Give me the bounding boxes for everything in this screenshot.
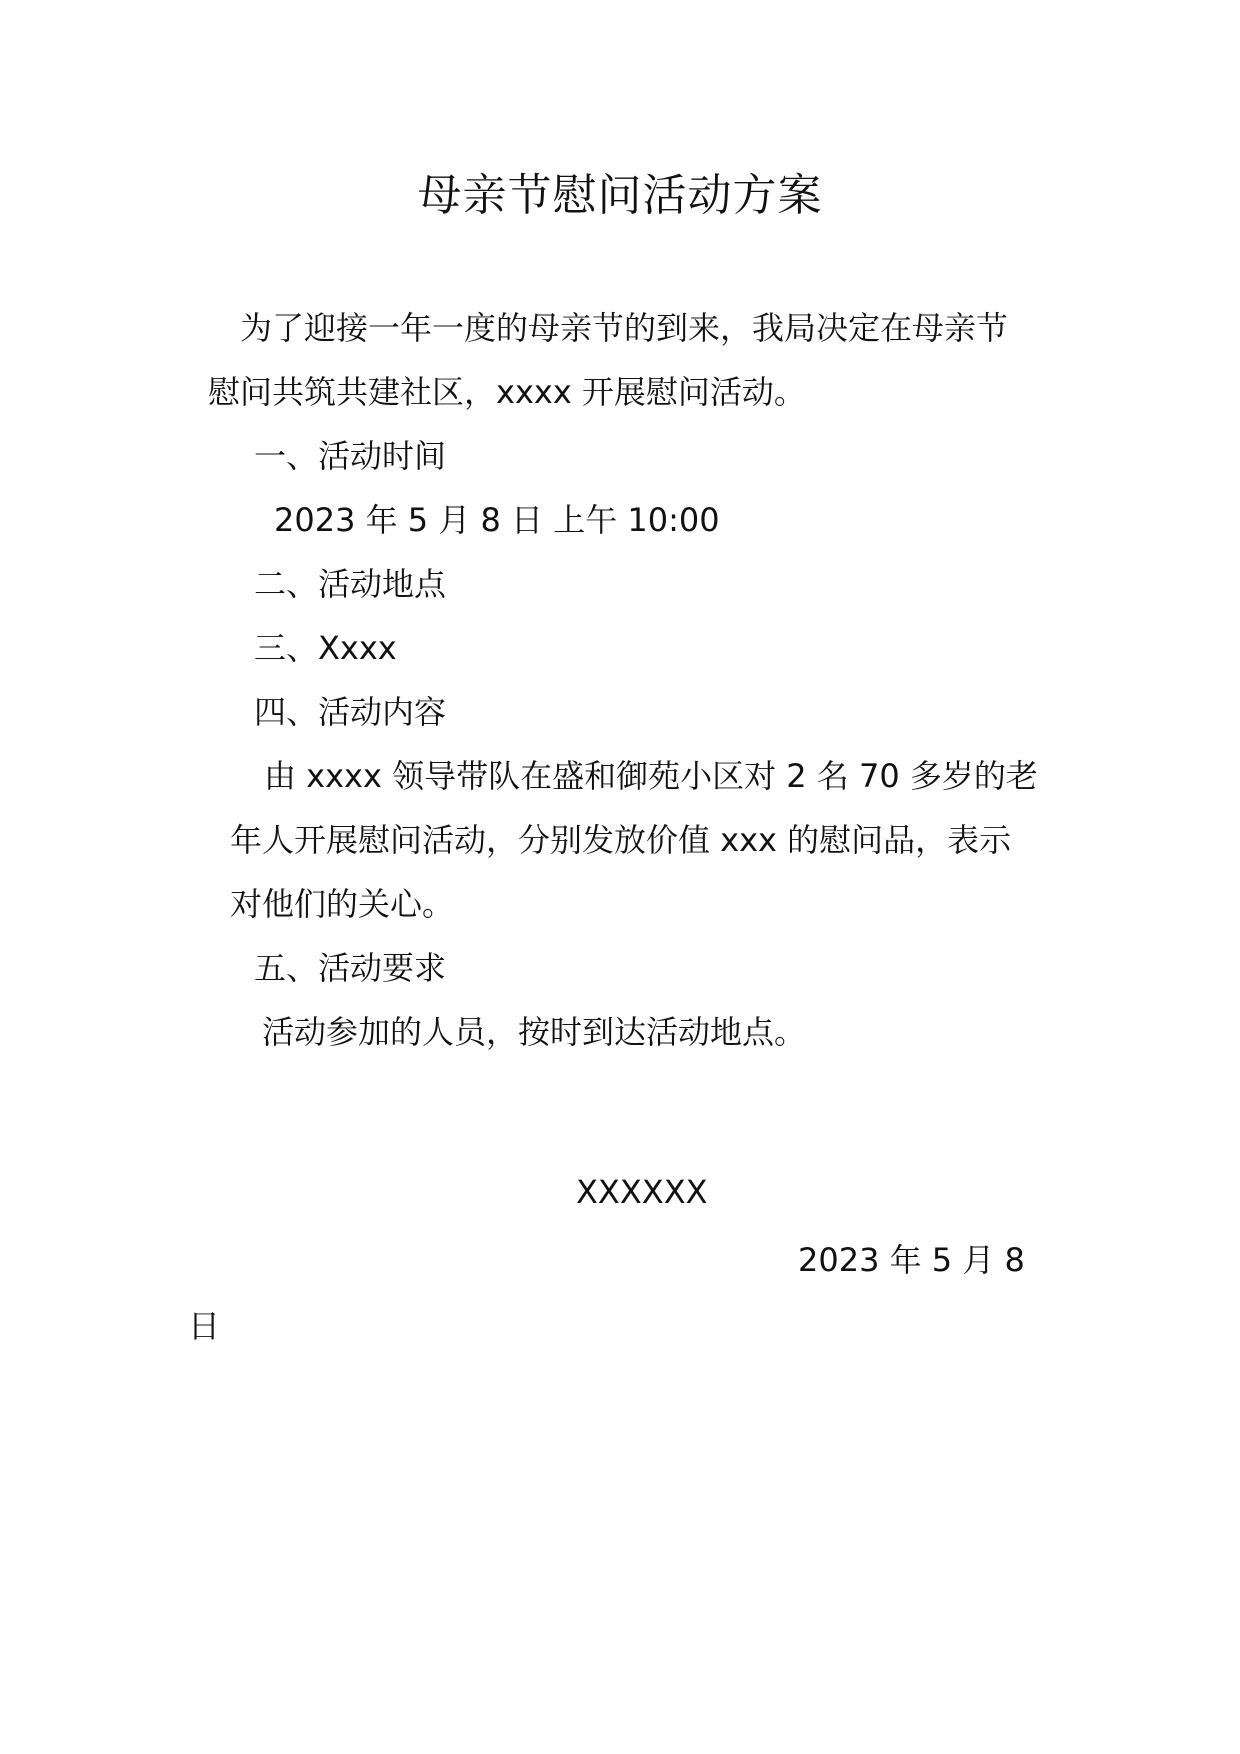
signature-date-wrap: 日 — [188, 1307, 221, 1345]
section-requirements-value: 活动参加的人员，按时到达活动地点。 — [262, 1013, 807, 1051]
section-requirements-heading: 五、活动要求 — [254, 949, 447, 987]
intro-line-1: 为了迎接一年一度的母亲节的到来，我局决定在母亲节 — [240, 309, 1009, 347]
section-place-heading: 二、活动地点 — [254, 565, 447, 603]
section-content-heading: 四、活动内容 — [254, 693, 447, 731]
intro-line-2: 慰问共筑共建社区，xxxx 开展慰问活动。 — [208, 373, 806, 411]
section-place-value: 三、Xxxx — [254, 629, 397, 667]
section-content-line-1: 由 xxxx 领导带队在盛和御苑小区对 2 名 70 多岁的老 — [264, 757, 1038, 795]
signature-org: XXXXXX — [576, 1173, 708, 1211]
signature-date: 2023 年 5 月 8 — [798, 1241, 1025, 1279]
document-title: 母亲节慰问活动方案 — [417, 170, 823, 221]
section-content-line-2: 年人开展慰问活动，分别发放价值 xxx 的慰问品，表示 — [230, 821, 1012, 859]
section-time-heading: 一、活动时间 — [254, 437, 447, 475]
section-time-value: 2023 年 5 月 8 日 上午 10:00 — [274, 501, 720, 539]
section-content-line-3: 对他们的关心。 — [230, 885, 455, 923]
